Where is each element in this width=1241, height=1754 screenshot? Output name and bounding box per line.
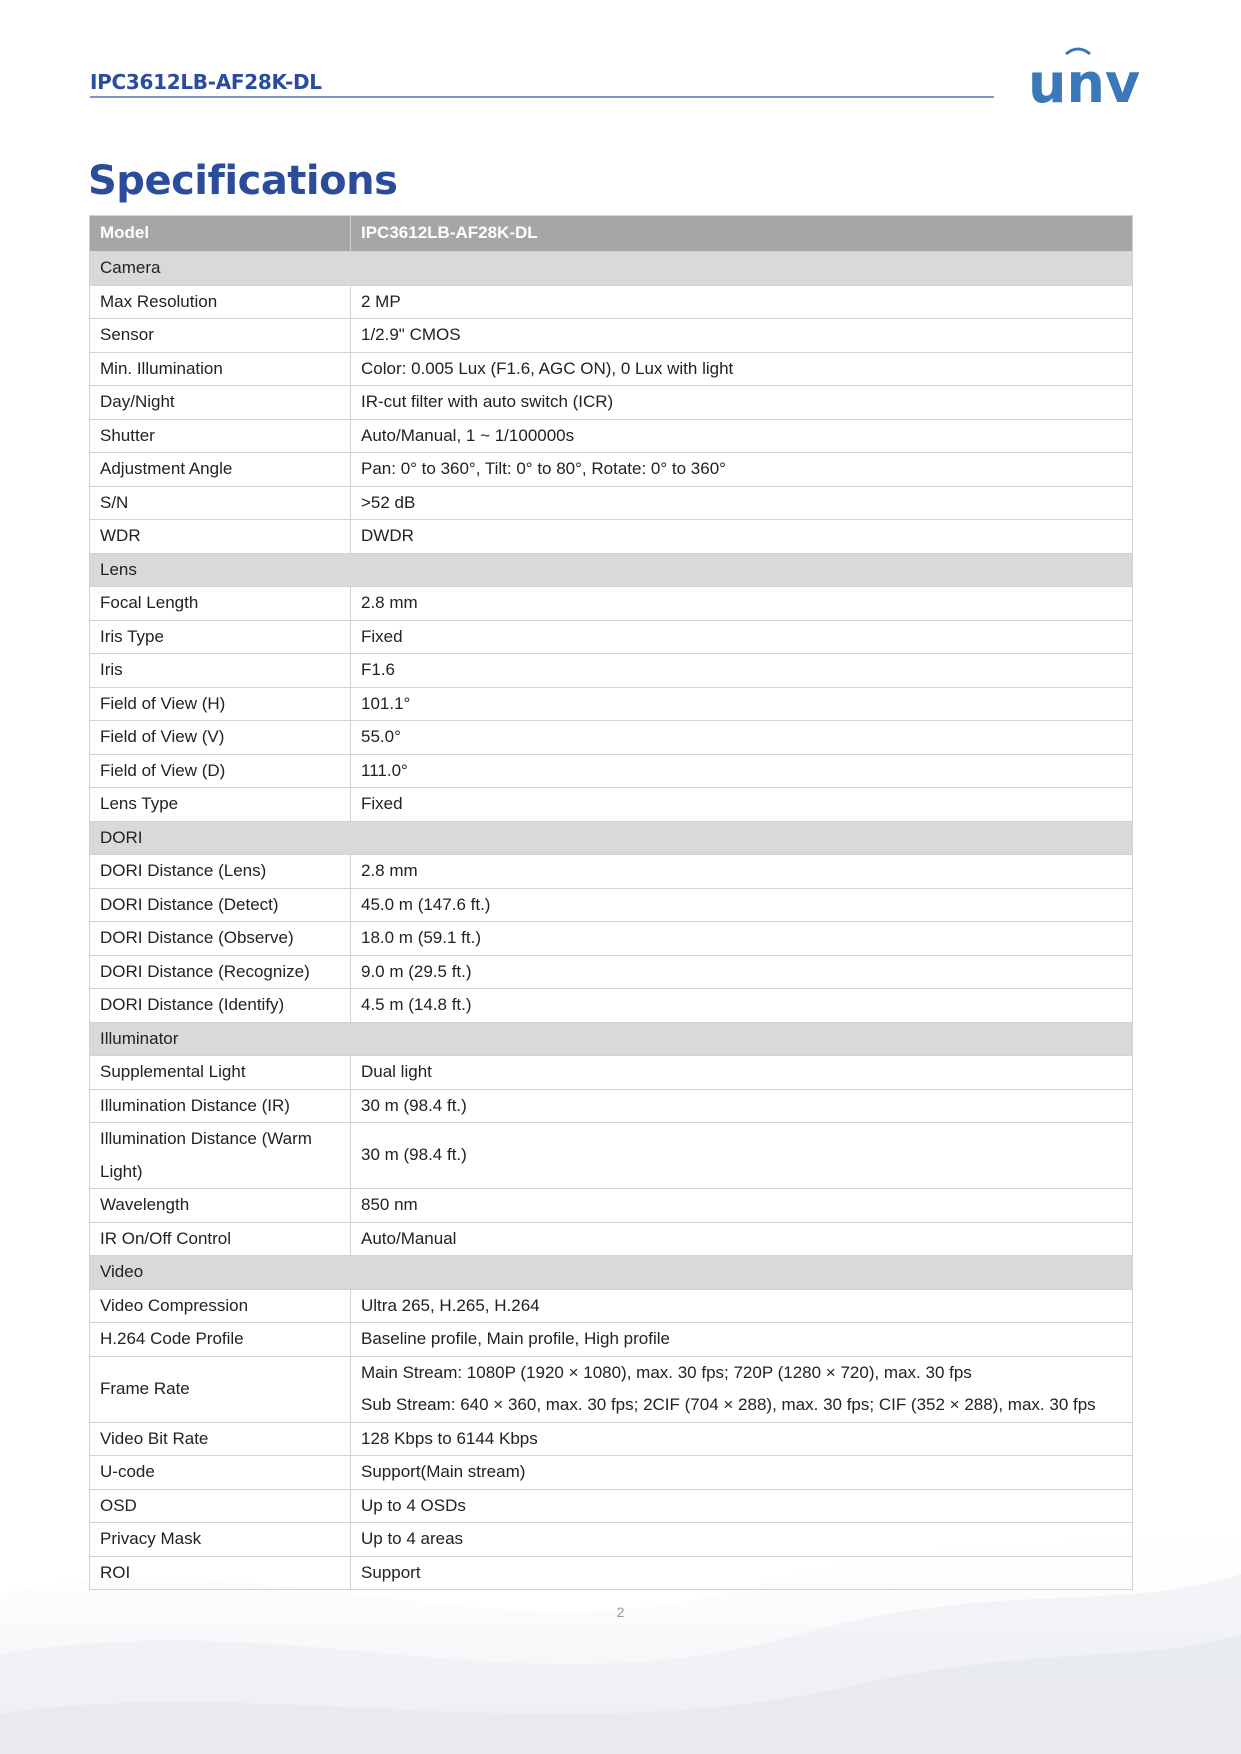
spec-value: Fixed (361, 626, 403, 646)
spec-label-cell (90, 1489, 351, 1523)
spec-label-cell (90, 855, 351, 889)
spec-value: Pan: 0° to 360°, Tilt: 0° to 80°, Rotate: 0° to 360° (361, 459, 726, 478)
table-row (90, 620, 1133, 654)
table-row (90, 721, 1133, 755)
spec-label-cell (90, 1089, 351, 1123)
page-title: Specifications (88, 158, 398, 204)
spec-label: Focal Length (100, 593, 199, 612)
spec-label-cell (90, 1456, 351, 1490)
spec-label: Max Resolution (100, 291, 218, 311)
spec-value: 850 nm (361, 1195, 418, 1214)
spec-value-cell (351, 486, 1133, 520)
spec-label-cell (90, 1123, 351, 1189)
spec-value: Baseline profile, Main profile, High profile (361, 1329, 670, 1348)
spec-value: 30 m (98.4 ft.) (361, 1145, 467, 1165)
spec-label: Privacy Mask (100, 1529, 202, 1548)
unv-logo (1028, 42, 1148, 108)
spec-value: 2.8 mm (361, 861, 418, 880)
spec-label-cell (90, 687, 351, 721)
spec-label: Iris Type (100, 626, 164, 646)
header-model-title: IPC3612LB-AF28K-DL (90, 70, 322, 94)
spec-value: >52 dB (361, 492, 416, 512)
table-row (90, 922, 1133, 956)
spec-value-cell (351, 1489, 1133, 1523)
section-row (90, 252, 1133, 286)
spec-label-cell (90, 453, 351, 487)
table-row (90, 1056, 1133, 1090)
table-row (90, 453, 1133, 487)
spec-label: DORI Distance (Identify) (100, 995, 285, 1014)
table-row (90, 419, 1133, 453)
spec-value-cell (351, 1056, 1133, 1090)
spec-label: Lens Type (100, 794, 179, 813)
spec-label: WDR (100, 526, 141, 545)
spec-label-cell (90, 788, 351, 822)
table-row (90, 1089, 1133, 1123)
section-title: Camera (90, 252, 1133, 286)
spec-label-cell (90, 1289, 351, 1323)
section-row (90, 1022, 1133, 1056)
spec-value: Dual light (361, 1062, 432, 1081)
spec-value: Fixed (361, 794, 403, 813)
spec-label: Frame Rate (100, 1378, 190, 1398)
spec-value: 4.5 m (14.8 ft.) (361, 995, 472, 1014)
spec-label-cell (90, 955, 351, 989)
spec-label: Illumination Distance (Warm (100, 1129, 312, 1148)
spec-label-cell (90, 620, 351, 654)
spec-value: Support(Main stream) (361, 1462, 526, 1481)
spec-value-cell (351, 989, 1133, 1023)
spec-label-cell (90, 721, 351, 755)
spec-value-cell (351, 1189, 1133, 1223)
spec-label: Field of View (V) (100, 727, 225, 746)
table-row (90, 520, 1133, 554)
table-row (90, 687, 1133, 721)
spec-label: U-code (100, 1462, 155, 1481)
spec-value-cell (351, 788, 1133, 822)
spec-label-cell (90, 386, 351, 420)
spec-label: Video Bit Rate (100, 1428, 209, 1448)
spec-label: Day/Night (100, 392, 175, 411)
spec-value: Ultra 265, H.265, H.264 (361, 1295, 540, 1315)
spec-label-cell (90, 319, 351, 353)
header-divider (90, 96, 994, 98)
spec-value-cell (351, 352, 1133, 386)
table-row (90, 1356, 1133, 1422)
spec-value-cell (351, 1222, 1133, 1256)
spec-label-cell (90, 1422, 351, 1456)
table-header-row (90, 216, 1133, 252)
spec-label: DORI Distance (Lens) (100, 861, 267, 880)
table-row (90, 1289, 1133, 1323)
spec-label: Wavelength (100, 1195, 190, 1214)
section-title: DORI (90, 821, 1133, 855)
spec-value-cell (351, 419, 1133, 453)
spec-value-cell (351, 285, 1133, 319)
spec-value-cell (351, 754, 1133, 788)
spec-value: 30 m (98.4 ft.) (361, 1095, 467, 1115)
spec-label-cell (90, 989, 351, 1023)
table-row (90, 1556, 1133, 1590)
spec-value-cell (351, 587, 1133, 621)
spec-value-cell (351, 1089, 1133, 1123)
spec-label: OSD (100, 1495, 137, 1515)
table-row (90, 1189, 1133, 1223)
spec-value-cell (351, 955, 1133, 989)
spec-value: Auto/Manual, 1 ~ 1/100000s (361, 425, 575, 445)
spec-value-cell (351, 1123, 1133, 1189)
spec-value: 128 Kbps to 6144 Kbps (361, 1428, 538, 1448)
spec-label: Sensor (100, 325, 154, 344)
spec-label-cell (90, 654, 351, 688)
spec-label-cell (90, 1556, 351, 1590)
table-row (90, 1123, 1133, 1189)
spec-label-cell (90, 520, 351, 554)
table-row (90, 754, 1133, 788)
spec-value: Up to 4 OSDs (361, 1495, 466, 1515)
spec-label: Shutter (100, 425, 155, 445)
spec-value: Support (361, 1562, 421, 1582)
spec-value: IR-cut filter with auto switch (ICR) (361, 392, 614, 411)
spec-value: 111.0° (361, 760, 408, 780)
table-row (90, 1456, 1133, 1490)
spec-value: DWDR (361, 526, 414, 545)
section-title: Lens (90, 553, 1133, 587)
table-row (90, 319, 1133, 353)
section-row (90, 821, 1133, 855)
spec-label: Adjustment Angle (100, 459, 233, 478)
spec-value: Color: 0.005 Lux (F1.6, AGC ON), 0 Lux with light (361, 358, 734, 378)
spec-value: 18.0 m (59.1 ft.) (361, 928, 481, 947)
table-row (90, 1523, 1133, 1557)
spec-value-cell (351, 620, 1133, 654)
spec-label-cell (90, 1056, 351, 1090)
table-row (90, 1489, 1133, 1523)
spec-label: IR On/Off Control (100, 1228, 232, 1248)
table-row (90, 888, 1133, 922)
spec-value: Main Stream: 1080P (1920 × 1080), max. 30 fps; 720P (1280 × 720), max. 30 fps (361, 1362, 972, 1382)
spec-label-cell (90, 754, 351, 788)
spec-value-cell (351, 687, 1133, 721)
spec-value: 2.8 mm (361, 593, 418, 612)
spec-value-cell (351, 654, 1133, 688)
spec-label-cell (90, 285, 351, 319)
table-row (90, 654, 1133, 688)
spec-label-cell (90, 1222, 351, 1256)
table-body (90, 252, 1133, 1590)
table-row (90, 955, 1133, 989)
spec-value-cell (351, 319, 1133, 353)
section-title: Video (90, 1256, 1133, 1290)
spec-value: F1.6 (361, 660, 396, 679)
spec-label: Video Compression (100, 1295, 249, 1315)
spec-value-cell (351, 1323, 1133, 1357)
spec-label-cell (90, 922, 351, 956)
spec-value-cell (351, 855, 1133, 889)
spec-label-cell (90, 1523, 351, 1557)
spec-value-cell (351, 1356, 1133, 1422)
page-number: 2 (616, 1604, 625, 1620)
spec-value-cell (351, 520, 1133, 554)
spec-value: 45.0 m (147.6 ft.) (361, 894, 491, 914)
spec-label: DORI Distance (Observe) (100, 928, 294, 947)
spec-value-cell (351, 386, 1133, 420)
section-row (90, 553, 1133, 587)
spec-label-cell (90, 352, 351, 386)
spec-value: 55.0° (361, 727, 401, 746)
spec-value: 9.0 m (29.5 ft.) (361, 961, 472, 981)
table-row (90, 1422, 1133, 1456)
spec-label: Field of View (D) (100, 760, 226, 780)
spec-label-cell (90, 888, 351, 922)
spec-label-cell (90, 1189, 351, 1223)
spec-label: DORI Distance (Recognize) (100, 961, 310, 981)
header-value-cell: IPC3612LB-AF28K-DL (351, 216, 1133, 252)
spec-label-cell (90, 486, 351, 520)
spec-label: Iris (100, 660, 123, 679)
spec-value-cell (351, 922, 1133, 956)
table-row (90, 486, 1133, 520)
logo-text: unv (1028, 52, 1141, 108)
spec-label: DORI Distance (Detect) (100, 894, 279, 914)
spec-label: Light) (100, 1161, 143, 1181)
section-row (90, 1256, 1133, 1290)
table-row (90, 1222, 1133, 1256)
table-row (90, 989, 1133, 1023)
spec-value-cell (351, 1523, 1133, 1557)
table-row (90, 352, 1133, 386)
spec-label: Illumination Distance (IR) (100, 1095, 290, 1115)
spec-value-cell (351, 888, 1133, 922)
spec-label: H.264 Code Profile (100, 1329, 244, 1348)
table-row (90, 1323, 1133, 1357)
table-row (90, 587, 1133, 621)
spec-value-cell (351, 453, 1133, 487)
spec-label-cell (90, 419, 351, 453)
spec-value: 101.1° (361, 693, 411, 713)
spec-value: Sub Stream: 640 × 360, max. 30 fps; 2CIF (704 × 288), max. 30 fps; CIF (352 × 288), max. 30 fps (361, 1395, 1096, 1414)
spec-value-cell (351, 721, 1133, 755)
spec-label: ROI (100, 1562, 131, 1582)
spec-label: Min. Illumination (100, 358, 223, 378)
spec-label-cell (90, 1356, 351, 1422)
spec-label-cell (90, 587, 351, 621)
spec-value-cell (351, 1289, 1133, 1323)
table-row (90, 285, 1133, 319)
section-title: Illuminator (90, 1022, 1133, 1056)
spec-value: Up to 4 areas (361, 1529, 464, 1548)
spec-value-cell (351, 1456, 1133, 1490)
spec-label: Supplemental Light (100, 1062, 246, 1081)
spec-value-cell (351, 1422, 1133, 1456)
spec-label: Field of View (H) (100, 693, 226, 713)
spec-label-cell (90, 1323, 351, 1357)
table-row (90, 386, 1133, 420)
spec-label: S/N (100, 492, 129, 512)
table-row (90, 855, 1133, 889)
table-row (90, 788, 1133, 822)
specifications-table (89, 215, 1133, 1590)
spec-value: 1/2.9" CMOS (361, 325, 461, 344)
spec-value: 2 MP (361, 291, 401, 311)
spec-value: Auto/Manual (361, 1228, 457, 1248)
header-label-cell: Model (90, 216, 351, 252)
spec-value-cell (351, 1556, 1133, 1590)
